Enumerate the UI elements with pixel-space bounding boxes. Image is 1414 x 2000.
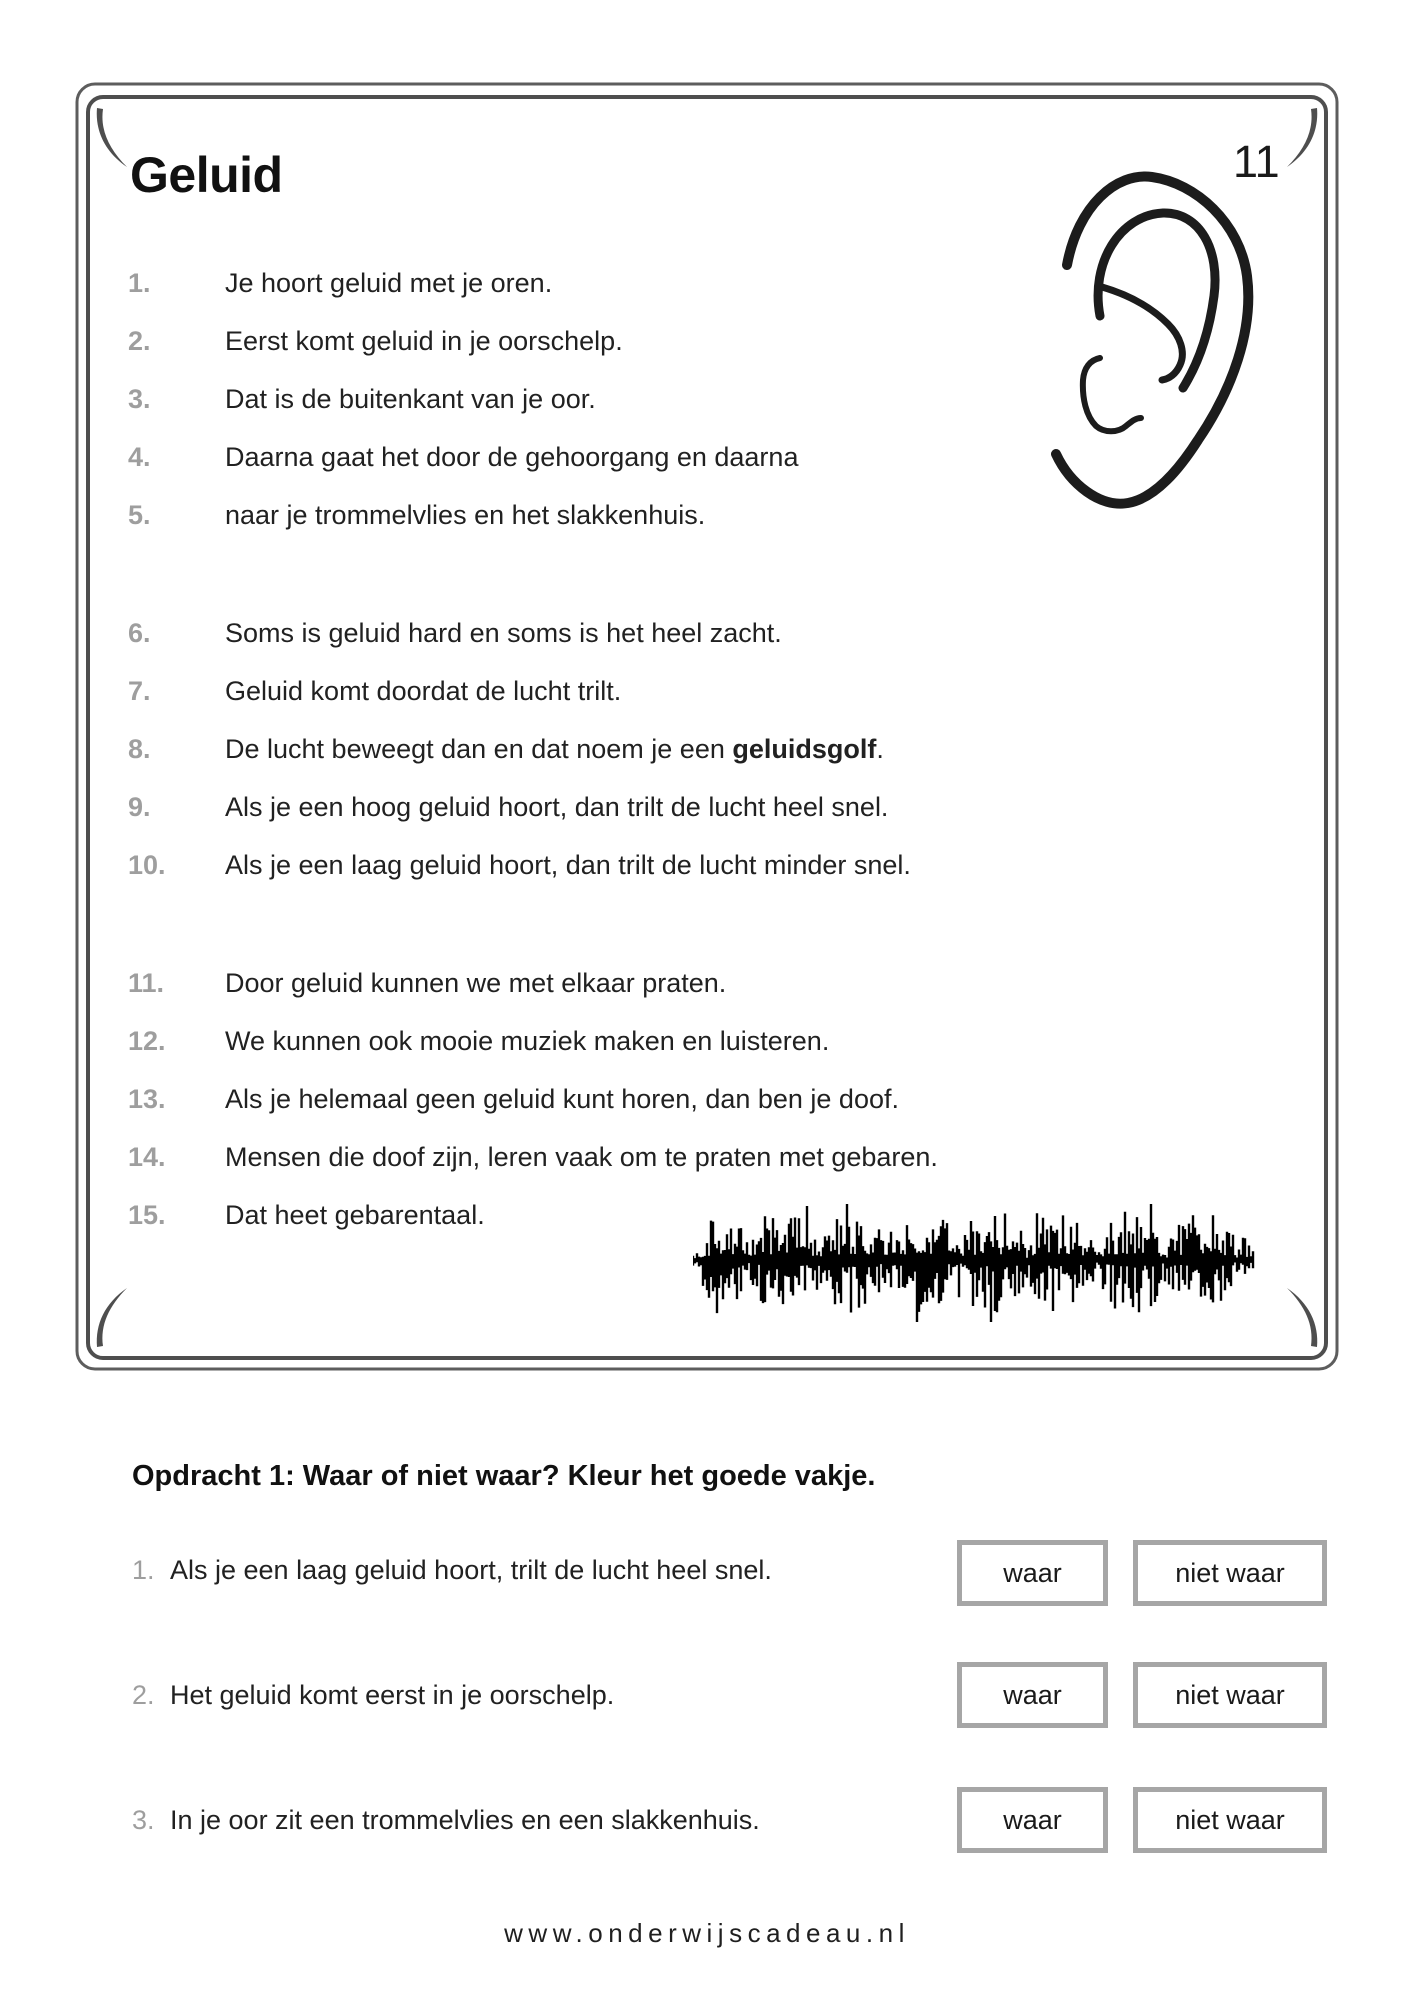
line-number: 11. [128, 968, 165, 998]
list-item [128, 382, 1258, 416]
line-number: 14. [128, 1142, 166, 1172]
line-text: Als je helemaal geen geluid kunt horen, dan ben je doof. [225, 1084, 899, 1114]
question-3-option-niet-waar-button[interactable] [1133, 1787, 1327, 1853]
line-text: We kunnen ook mooie muziek maken en luisteren. [225, 1026, 830, 1056]
sound-wave-path [693, 1204, 1253, 1322]
question-text: Als je een laag geluid hoort, trilt de lucht heel snel. [170, 1555, 772, 1585]
option-label: niet waar [1175, 1557, 1285, 1588]
list-item [128, 966, 1258, 1000]
question-1 [132, 1553, 932, 1587]
question-2 [132, 1678, 932, 1712]
option-label: niet waar [1175, 1804, 1285, 1835]
option-label: waar [1003, 1804, 1062, 1835]
list-item [128, 732, 1258, 766]
list-item [128, 790, 1258, 824]
line-number: 2. [128, 326, 151, 356]
line-text: Soms is geluid hard en soms is het heel zacht. [225, 618, 782, 648]
website-url: www.onderwijscadeau.nl [504, 1918, 910, 1948]
line-number: 6. [128, 618, 151, 648]
line-text-pre: De lucht beweegt dan en dat noem je een [225, 734, 733, 764]
line-number: 1. [128, 268, 151, 298]
list-item [128, 1024, 1258, 1058]
list-item [128, 848, 1258, 882]
page-title: Geluid [130, 147, 283, 203]
option-label: niet waar [1175, 1679, 1285, 1710]
line-number: 3. [128, 384, 151, 414]
question-3-option-waar-button[interactable] [957, 1787, 1108, 1853]
sound-wave-icon [693, 1200, 1258, 1325]
line-text-post: . [876, 734, 884, 764]
list-item [128, 266, 1258, 300]
line-text: Door geluid kunnen we met elkaar praten. [225, 968, 727, 998]
line-text [225, 732, 884, 766]
line-number: 5. [128, 500, 151, 530]
line-text: Als je een hoog geluid hoort, dan trilt de lucht heel snel. [225, 792, 889, 822]
line-text: Eerst komt geluid in je oorschelp. [225, 326, 623, 356]
line-text: Als je een laag geluid hoort, dan trilt de lucht minder snel. [225, 850, 911, 880]
question-1-option-waar-button[interactable] [957, 1540, 1108, 1606]
list-item [128, 498, 1258, 532]
option-label: waar [1003, 1679, 1062, 1710]
list-item [128, 440, 1258, 474]
line-text: Daarna gaat het door de gehoorgang en daarna [225, 442, 799, 472]
question-number: 2. [132, 1680, 155, 1710]
line-text: naar je trommelvlies en het slakkenhuis. [225, 500, 706, 530]
line-number: 8. [128, 734, 151, 764]
question-text: In je oor zit een trommelvlies en een slakkenhuis. [170, 1805, 760, 1835]
list-item [128, 324, 1258, 358]
question-2-option-niet-waar-button[interactable] [1133, 1662, 1327, 1728]
line-number: 10. [128, 850, 166, 880]
question-number: 3. [132, 1805, 155, 1835]
corner-flourish-top-left [97, 108, 127, 167]
line-number: 15. [128, 1200, 166, 1230]
question-3 [132, 1803, 932, 1837]
page-number: 11 [1233, 136, 1280, 187]
line-text: Dat is de buitenkant van je oor. [225, 384, 596, 414]
line-number: 12. [128, 1026, 166, 1056]
question-text: Het geluid komt eerst in je oorschelp. [170, 1680, 615, 1710]
list-item [128, 1082, 1258, 1116]
list-item [128, 674, 1258, 708]
question-2-option-waar-button[interactable] [957, 1662, 1108, 1728]
option-label: waar [1003, 1557, 1062, 1588]
line-text: Mensen die doof zijn, leren vaak om te praten met gebaren. [225, 1142, 938, 1172]
line-text: Je hoort geluid met je oren. [225, 268, 553, 298]
corner-flourish-bottom-right [1287, 1288, 1317, 1347]
question-1-option-niet-waar-button[interactable] [1133, 1540, 1327, 1606]
line-text: Dat heet gebarentaal. [225, 1200, 485, 1230]
ear-inner-helix [1098, 213, 1215, 388]
line-text-bold: geluidsgolf [732, 734, 877, 764]
corner-flourish-top-right [1287, 108, 1317, 167]
line-number: 13. [128, 1084, 166, 1114]
line-number: 9. [128, 792, 151, 822]
corner-flourish-bottom-left [97, 1288, 127, 1347]
list-item [128, 616, 1258, 650]
exercise-heading: Opdracht 1: Waar of niet waar? Kleur het goede vakje. [132, 1460, 876, 1492]
line-number: 7. [128, 676, 151, 706]
list-item [128, 1140, 1258, 1174]
line-number: 4. [128, 442, 151, 472]
line-text: Geluid komt doordat de lucht trilt. [225, 676, 622, 706]
question-number: 1. [132, 1555, 155, 1585]
